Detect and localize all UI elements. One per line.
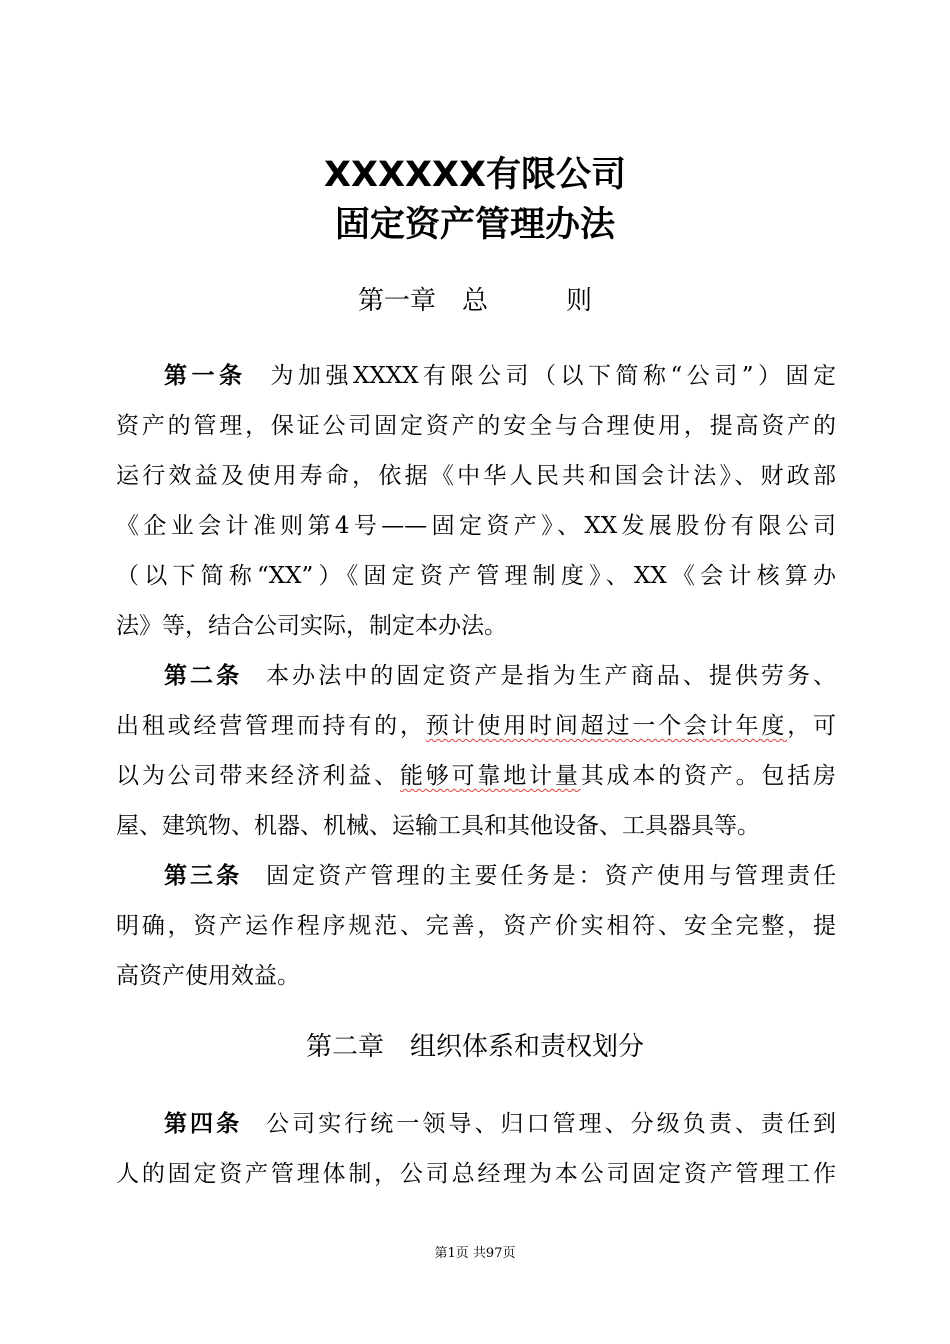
- text-span: 出租或经营管理而持有的，: [116, 713, 426, 739]
- chapter-2-heading: 第二章 组织体系和责权划分: [305, 1032, 644, 1062]
- chapter-1-heading: 第一章 总 则: [357, 286, 592, 316]
- article-1-line-1: [116, 360, 836, 392]
- page-footer: 第1页 共97页: [434, 1246, 516, 1261]
- spellcheck-underline: 能够可靠地计量: [399, 763, 581, 789]
- article-1-line-6: 法》等，结合公司实际，制定本办法。: [116, 613, 507, 639]
- article-1-line-5: （以下简称“XX”）《固定资产管理制度》、XX《会计核算办: [116, 563, 836, 589]
- article-1-text: 为加强XXXX有限公司（以下简称“公司”）固定: [270, 363, 836, 389]
- article-4-label: 第四条: [164, 1111, 243, 1137]
- article-2-line-4: 屋、建筑物、机器、机械、运输工具和其他设备、工具器具等。: [116, 813, 760, 839]
- article-1-label: 第一条: [164, 363, 247, 389]
- article-3-line-2: 明确，资产运作程序规范、完善，资产价实相符、安全完整，提: [116, 913, 836, 939]
- article-1-line-3: 运行效益及使用寿命，依据《中华人民共和国会计法》、财政部: [116, 463, 836, 489]
- article-4-text: 公司实行统一领导、归口管理、分级负责、责任到: [266, 1111, 836, 1137]
- article-4-line-1: [116, 1108, 836, 1140]
- text-span: 以为公司带来经济利益、: [116, 763, 400, 789]
- article-3-line-3: 高资产使用效益。: [116, 963, 300, 989]
- article-1-line-4: 《企业会计准则第4号——固定资产》、XX发展股份有限公司: [116, 513, 836, 539]
- article-1-line-2: 资产的管理，保证公司固定资产的安全与合理使用，提高资产的: [116, 413, 836, 439]
- article-3-line-1: [116, 860, 836, 892]
- article-2-line-2: [116, 710, 836, 742]
- company-title: XXXXXX有限公司: [324, 155, 626, 195]
- article-3-text: 固定资产管理的主要任务是：资产使用与管理责任: [266, 863, 836, 889]
- article-2-text: 本办法中的固定资产是指为生产商品、提供劳务、: [266, 663, 836, 689]
- article-2-label: 第二条: [164, 663, 243, 689]
- spellcheck-underline: 预计使用时间超过一个会计年度: [425, 713, 788, 739]
- text-span: ，可: [787, 713, 836, 739]
- article-3-label: 第三条: [164, 863, 243, 889]
- document-title: 固定资产管理办法: [334, 205, 615, 245]
- text-span: 其成本的资产。包括房: [580, 763, 836, 789]
- article-4-line-2: 人的固定资产管理体制，公司总经理为本公司固定资产管理工作: [116, 1161, 836, 1187]
- article-2-line-3: [116, 760, 836, 792]
- article-2-line-1: [116, 660, 836, 692]
